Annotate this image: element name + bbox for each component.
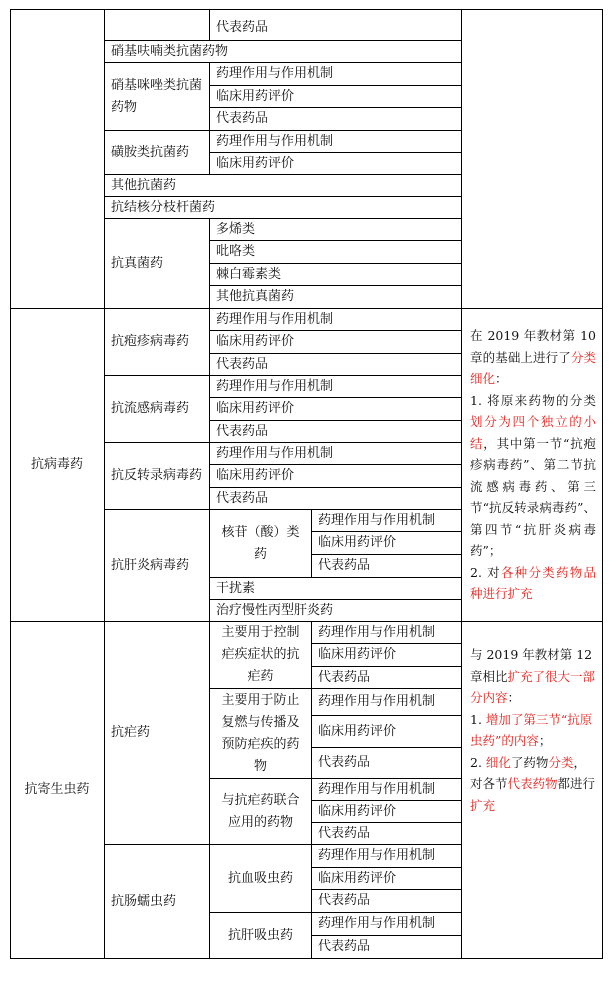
table-cell: 临床用药评价 (312, 644, 462, 667)
table-cell: 药理作用与作用机制 (312, 510, 462, 532)
subgroup-label: 主要用于防止复燃与传播及预防疟疾的药物 (221, 692, 300, 774)
note-paragraph (470, 644, 596, 709)
table-cell: 治疗慢性丙型肝炎药 (210, 600, 462, 622)
note-highlight: 划分为四个独立的小结 (470, 414, 596, 451)
table-cell: 药理作用与作用机制 (210, 131, 462, 153)
table-cell: 硝基呋喃类抗菌药物 (105, 41, 462, 63)
table-cell: 临床用药评价 (312, 801, 462, 823)
table-cell: 其他抗真菌药 (210, 286, 462, 309)
table-cell: 药理作用与作用机制 (312, 913, 462, 936)
group-cell: 抗真菌药 (105, 219, 210, 309)
table-cell: 代表药品 (312, 667, 462, 689)
table-cell: 多烯类 (210, 219, 462, 241)
chapter-cell-antiparasite: 抗寄生虫药 (10, 622, 105, 959)
group-label: 抗反转录病毒药 (111, 468, 203, 483)
note-cell-antiviral (462, 309, 603, 622)
subgroup-cell: 抗肝吸虫药 (210, 913, 312, 959)
table-cell: 代表药品 (210, 488, 462, 510)
table-cell: 药理作用与作用机制 (210, 63, 462, 86)
note-paragraph (470, 562, 596, 605)
table-cell: 药理作用与作用机制 (210, 443, 462, 465)
note-text-span: 都进行 (557, 776, 596, 791)
group-cell (105, 63, 210, 131)
table-cell: 临床用药评价 (210, 465, 462, 488)
note-highlight: 各种分类药物品种进行扩充 (470, 564, 596, 602)
note-highlight: 扩充了很大一部分内容 (470, 668, 596, 705)
note-text-span: 1. 将原来药物的分类 (470, 392, 596, 408)
note-highlight: 扩充 (470, 797, 496, 813)
chapter-cell-antiviral: 抗病毒药 (10, 309, 105, 622)
note-text-span: 了药物 (510, 754, 549, 770)
group-cell (105, 443, 210, 510)
table-cell: 吡咯类 (210, 241, 462, 264)
table-cell: 临床用药评价 (210, 153, 462, 175)
note-highlight: 代表药物 (507, 776, 558, 791)
table-cell: 代表药品 (210, 421, 462, 443)
table-cell: 临床用药评价 (210, 86, 462, 108)
group-cell: 抗疱疹病毒药 (105, 309, 210, 376)
chapter-cell-antibacterial (10, 9, 105, 309)
table-cell: 干扰素 (210, 578, 462, 600)
note-text-span: 在 2019 年教材第 10 章的基础上进行了 (470, 328, 596, 365)
table-cell: 其他抗菌药 (105, 175, 462, 197)
note-cell-antiparasite (462, 622, 603, 959)
note-paragraph (470, 390, 596, 562)
note-highlight: 分类细化 (470, 349, 596, 387)
group-cell-continued (105, 9, 210, 41)
group-cell: 抗流感病毒药 (105, 376, 210, 443)
subgroup-cell: 抗血吸虫药 (210, 845, 312, 913)
group-cell: 抗疟药 (105, 622, 210, 845)
subgroup-cell (210, 779, 312, 845)
table-cell: 药理作用与作用机制 (312, 622, 462, 644)
table-cell: 抗结核分枝杆菌药 (105, 197, 462, 219)
subgroup-label: 与抗疟药联合应用的药物 (221, 792, 300, 830)
note-text-span: 与 2019 年教材第 12 章相比 (470, 647, 593, 684)
note-highlight: 细化 (485, 754, 511, 770)
subgroup-label: 核苷（酸）类药 (221, 524, 300, 562)
subgroup-cell (210, 622, 312, 689)
table-cell: 药理作用与作用机制 (312, 779, 462, 801)
table-cell: 药理作用与作用机制 (210, 376, 462, 398)
table-cell: 临床用药评价 (312, 532, 462, 555)
note-text-span: ： (495, 371, 508, 387)
note-highlight: 分类 (548, 754, 574, 770)
table-cell: 代表药品 (312, 936, 462, 959)
subgroup-cell (210, 510, 312, 578)
table-cell: 临床用药评价 (210, 398, 462, 421)
note-text-span: ： (507, 690, 521, 705)
subgroup-label: 主要用于控制疟疾症状的抗疟药 (221, 625, 300, 684)
group-cell: 磺胺类抗菌药 (105, 131, 210, 175)
note-text-span: ，其中第一节“抗疱疹病毒药”、第二节抗流感病毒药、第三节“抗反转录病毒药”、第四节“抗肝炎病毒药”； (470, 435, 596, 559)
note-highlight: 增加了第三节“抗原虫药”的内容 (470, 711, 593, 748)
table-cell: 代表药品 (210, 354, 462, 376)
table-cell: 代表药品 (312, 748, 462, 779)
subgroup-cell (210, 689, 312, 779)
group-cell: 抗肠蠕虫药 (105, 845, 210, 959)
note-paragraph (470, 709, 596, 752)
group-label: 硝基咪唑类抗菌药物 (111, 77, 203, 115)
note-text-span: 2. 对 (470, 564, 501, 580)
note-paragraph (470, 325, 596, 390)
group-cell: 抗肝炎病毒药 (105, 510, 210, 622)
table-cell: 棘白霉素类 (210, 264, 462, 286)
note-text (470, 325, 596, 605)
table-cell: 代表药品 (210, 9, 462, 41)
table-cell: 临床用药评价 (312, 868, 462, 890)
table-cell: 代表药品 (312, 555, 462, 578)
table-cell: 临床用药评价 (312, 716, 462, 748)
note-cell-empty (462, 9, 603, 309)
table-cell: 药理作用与作用机制 (312, 689, 462, 716)
note-text-span: 2. (470, 754, 486, 770)
table-cell: 临床用药评价 (210, 331, 462, 354)
note-text-span: 1. (470, 711, 486, 727)
table-cell: 药理作用与作用机制 (312, 845, 462, 868)
table-cell: 代表药品 (312, 890, 462, 913)
note-paragraph (470, 752, 596, 817)
table-cell: 药理作用与作用机制 (210, 309, 462, 331)
note-text-span: ； (538, 733, 552, 748)
note-text-span: ，对各节 (470, 754, 586, 791)
table-cell: 代表药品 (312, 823, 462, 845)
note-text (470, 644, 596, 816)
table-cell: 代表药品 (210, 108, 462, 131)
